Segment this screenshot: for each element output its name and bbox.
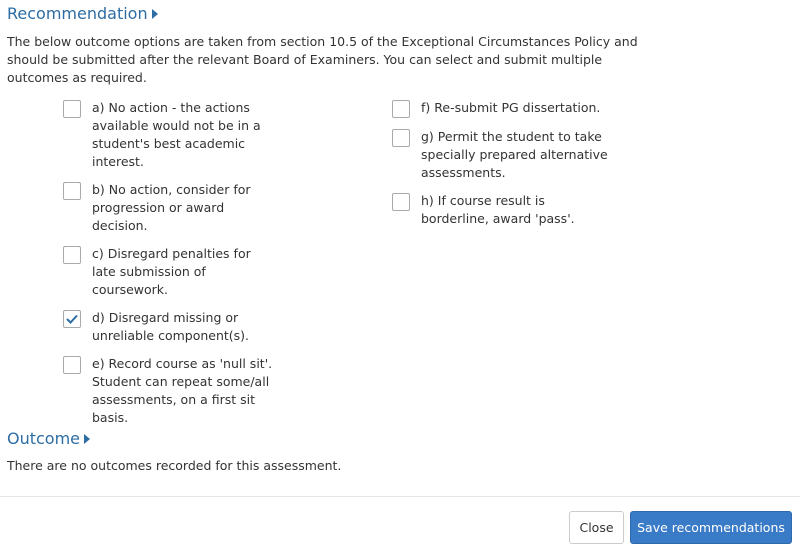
options-right-column xyxy=(392,99,642,238)
checkmark-icon xyxy=(66,314,78,324)
option-b xyxy=(63,181,293,235)
option-c xyxy=(63,245,293,299)
footer-divider xyxy=(0,496,800,497)
option-b-checkbox[interactable] xyxy=(63,182,81,200)
option-a-label: a) No action - the actions available would not be in a student's best academic interest. xyxy=(92,100,261,169)
option-d-checkbox[interactable] xyxy=(63,310,81,328)
option-g xyxy=(392,128,642,182)
recommendation-header[interactable] xyxy=(7,4,158,23)
close-button[interactable]: Close xyxy=(569,511,624,544)
option-b-label: b) No action, consider for progression or award decision. xyxy=(92,182,251,233)
option-h-label: h) If course result is borderline, award 'pass'. xyxy=(421,193,575,226)
option-a-checkbox[interactable] xyxy=(63,100,81,118)
option-e-label: e) Record course as 'null sit'. Student can repeat some/all assessments, on a first sit basis. xyxy=(92,356,273,425)
save-recommendations-button[interactable]: Save recommendations xyxy=(630,511,792,544)
option-e-checkbox[interactable] xyxy=(63,356,81,374)
option-d-label: d) Disregard missing or unreliable component(s). xyxy=(92,310,250,343)
outcome-title: Outcome xyxy=(7,429,81,448)
option-f xyxy=(392,99,642,118)
option-f-checkbox[interactable] xyxy=(392,100,410,118)
option-g-checkbox[interactable] xyxy=(392,129,410,147)
options-left-column xyxy=(63,99,293,437)
caret-right-icon xyxy=(152,9,158,19)
option-c-checkbox[interactable] xyxy=(63,246,81,264)
outcome-text: There are no outcomes recorded for this assessment. xyxy=(7,458,342,473)
recommendation-intro: The below outcome options are taken from section 10.5 of the Exceptional Circumstances Policy and should be submitted after the relevant Board of Examiners. You can select and submit multiple outcomes as required. xyxy=(7,34,638,85)
option-a xyxy=(63,99,293,171)
option-h xyxy=(392,192,642,228)
option-g-label: g) Permit the student to take specially prepared alternative assessments. xyxy=(421,129,608,180)
outcome-header[interactable] xyxy=(7,429,90,448)
recommendation-title: Recommendation xyxy=(7,4,148,23)
option-d xyxy=(63,309,293,345)
option-f-label: f) Re-submit PG dissertation. xyxy=(421,100,601,115)
option-c-label: c) Disregard penalties for late submission of coursework. xyxy=(92,246,251,297)
option-h-checkbox[interactable] xyxy=(392,193,410,211)
caret-right-icon xyxy=(84,434,90,444)
option-e xyxy=(63,355,293,427)
